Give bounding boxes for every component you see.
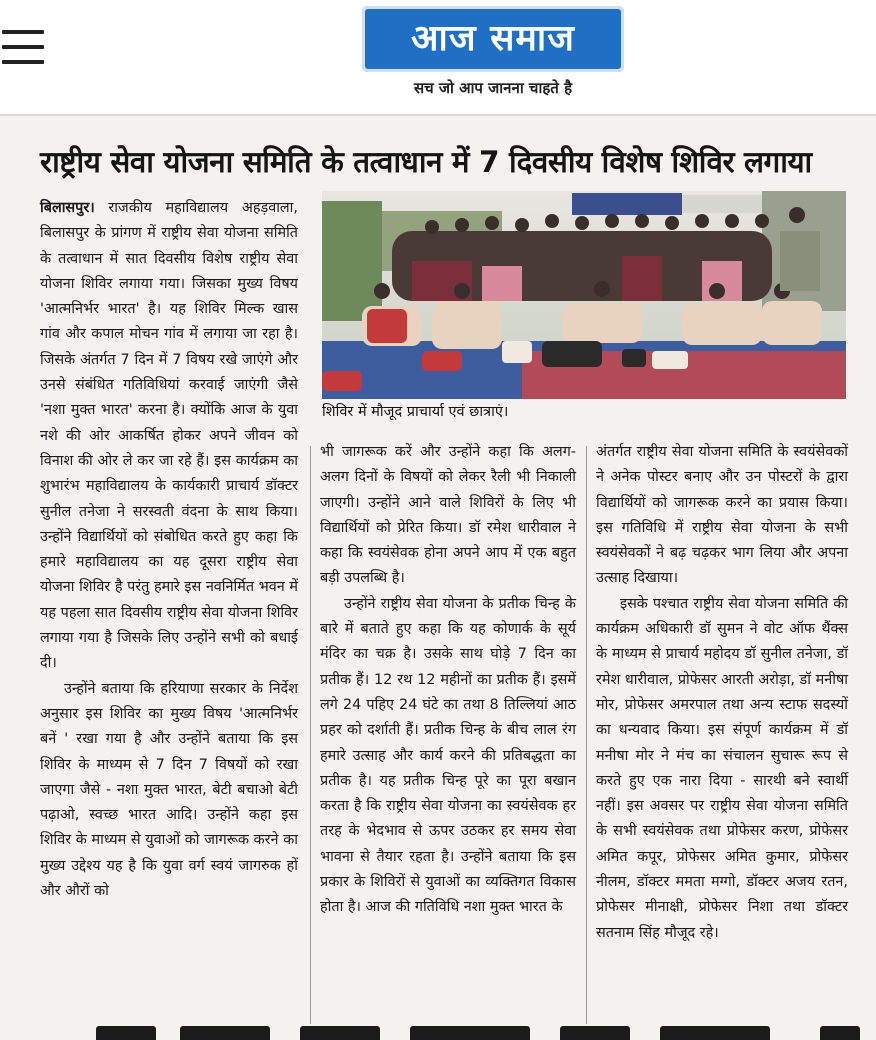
article-headline: राष्ट्रीय सेवा योजना समिति के तत्वाधान में 7 दिवसीय विशेष शिविर लगाया [40, 145, 812, 179]
cropped-next-article-strip [0, 1026, 876, 1040]
cropped-text-fragment [820, 1026, 860, 1040]
cropped-text-fragment [560, 1026, 630, 1040]
paragraph-text: राजकीय महाविद्यालय अहड़वाला, बिलासपुर के प्रांगण में राष्ट्रीय सेवा योजना समिति के तत्वाधान में सात दिवसीय विशेष राष्ट्रीय सेवा योजना शिविर लगाया गया। जिसका मुख्य विषय 'आत्मनिर्भर भारत' है। यह शिविर मिल्क खास गांव और कपाल मोचन गांव में लगाया जा रहा है। जिसके अंतर्गत 7 दिन में 7 विषय रखे जाएंगे और उनसे संबंधित गतिविधियां करवाई जाएंगी जैसे 'नशा मुक्त भारत' करना है। क्योंकि आज के युवा नशे की ओर आकर्षित होकर अपने जीवन को विनाश की ओर ले कर जा रहे हैं। इस कार्यक्रम का शुभारंभ महाविद्यालय के कार्यकारी प्राचार्य डॉक्टर सुनील तनेजा ने सरस्वती वंदना के साथ किया। उन्होंने विद्यार्थियों को संबोधित करते हुए कहा कि हमारे महाविद्यालय का यह दूसरा राष्ट्रीय सेवा योजना शिविर है परंतु हमारे इस नवनिर्मित भवन में यह पहला सात दिवसीय राष्ट्रीय सेवा योजना शिविर लगाया गया है जिसके लिए उन्होंने सभी को बधाई दी। [40, 200, 298, 672]
paragraph: अंतर्गत राष्ट्रीय सेवा योजना समिति के स्वयंसेवकों ने अनेक पोस्टर बनाए और उन पोस्टरों के द्वारा विद्यार्थियों को जागरूक करने का प्रयास किया। इस गतिविधि में राष्ट्रीय सेवा योजना के सभी स्वयंसेवकों ने बढ़ चढ़कर भाग लिया और अपना उत्साह दिखाया। [596, 444, 848, 587]
cropped-text-fragment [96, 1026, 156, 1040]
cropped-text-fragment [660, 1026, 770, 1040]
logo-text: आज समाज [411, 18, 575, 59]
cropped-text-fragment [180, 1026, 270, 1040]
group-photo-illustration [322, 191, 846, 399]
site-header [0, 0, 876, 116]
article-column-3 [596, 440, 848, 946]
paragraph [40, 196, 298, 677]
hamburger-menu-icon[interactable] [2, 30, 44, 64]
cropped-text-fragment [300, 1026, 380, 1040]
article-column-2 [320, 440, 576, 921]
cropped-text-fragment [410, 1026, 530, 1040]
dateline: बिलासपुर। [40, 200, 95, 216]
tagline: सच जो आप जानना चाहते है [413, 79, 573, 97]
photo-caption: शिविर में मौजूद प्राचार्या एवं छात्राएं। [322, 404, 509, 420]
paragraph: भी जागरूक करें और उन्होंने कहा कि अलग-अलग दिनों के विषयों को लेकर रैली भी निकाली जाएगी। उन्होंने आने वाले शिविरों के लिए भी विद्यार्थियों को प्रेरित किया। डॉ रमेश धारीवाल ने कहा कि स्वयंसेवक होना अपने आप में एक बहुत बड़ी उपलब्धि है। [320, 444, 576, 587]
paragraph: उन्होंने राष्ट्रीय सेवा योजना के प्रतीक चिन्ह के बारे में बताते हुए कहा कि यह कोणार्क के सूर्य मंदिर का चक्र है। उसके साथ घोड़े 7 दिन का प्रतीक हैं। 12 रथ 12 महीनों का प्रतीक हैं। इसमें लगे 24 पहिए 24 घंटे का तथा 8 तिल्लियां आठ प्रहर को दर्शाती हैं। प्रतीक चिन्ह के बीच लाल रंग हमारे उत्साह और कार्य करने की प्रतिबद्धता का प्रतीक है। यह प्रतीक चिन्ह पूरे का पूरा बखान करता है कि राष्ट्रीय सेवा योजना का स्वयंसेवक हर तरह के भेदभाव से ऊपर उठकर हर समय सेवा भावना से तैयार रहता है। उन्होंने बताया कि इस प्रकार के शिविरों से युवाओं का व्यक्तिगत विकास होता है। आज की गतिविधि नशा मुक्त भारत के [320, 595, 576, 916]
column-divider [310, 446, 311, 1024]
aaj-samaaj-logo[interactable] [362, 6, 624, 72]
column-divider [586, 446, 587, 1024]
article-photo [322, 191, 846, 399]
article-column-1 [40, 196, 298, 904]
newspaper-clipping [0, 116, 876, 1040]
paragraph: उन्होंने बताया कि हरियाणा सरकार के निर्देश अनुसार इस शिविर का मुख्य विषय 'आत्मनिर्भर बनें ' रखा गया है और उन्होंने बताया कि इस शिविर के माध्यम से 7 दिन 7 विषयों को रखा जाएगा जैसे - नशा मुक्त भारत, बेटी बचाओ बेटी पढ़ाओ, स्वच्छ भारत आदि। उन्होंने कहा इस शिविर के माध्यम से युवाओं को जागरूक करने का मुख्य उद्देश्य यह है कि युवा वर्ग स्वयं जागरुक हों और औरों को [40, 680, 298, 900]
paragraph: इसके पश्चात राष्ट्रीय सेवा योजना समिति की कार्यक्रम अधिकारी डॉ सुमन ने वोट ऑफ थैंक्स के माध्यम से प्राचार्य महोदय डॉ सुनील तनेजा, डॉ रमेश धारीवाल, प्रोफेसर आरती अरोड़ा, डॉ मनीषा मोर, प्रोफेसर अमरपाल तथा अन्य स्टाफ सदस्यों का धन्यवाद किया। इस संपूर्ण कार्यक्रम में डॉ मनीषा मोर ने मंच का संचालन सुचारू रूप से करते हुए एक नारा दिया - सारथी बने स्वार्थी नहीं। इस अवसर पर राष्ट्रीय सेवा योजना समिति के सभी स्वयंसेवक तथा प्रोफेसर करण, प्रोफेसर अमित कपूर, प्रोफेसर अमित कुमार, प्रोफेसर नीलम, डॉक्टर ममता मग्गो, डॉक्टर अजय रतन, प्रोफेसर मीनाक्षी, प्रोफेसर निशा तथा डॉक्टर सतनाम सिंह मौजूद रहे। [596, 595, 848, 941]
